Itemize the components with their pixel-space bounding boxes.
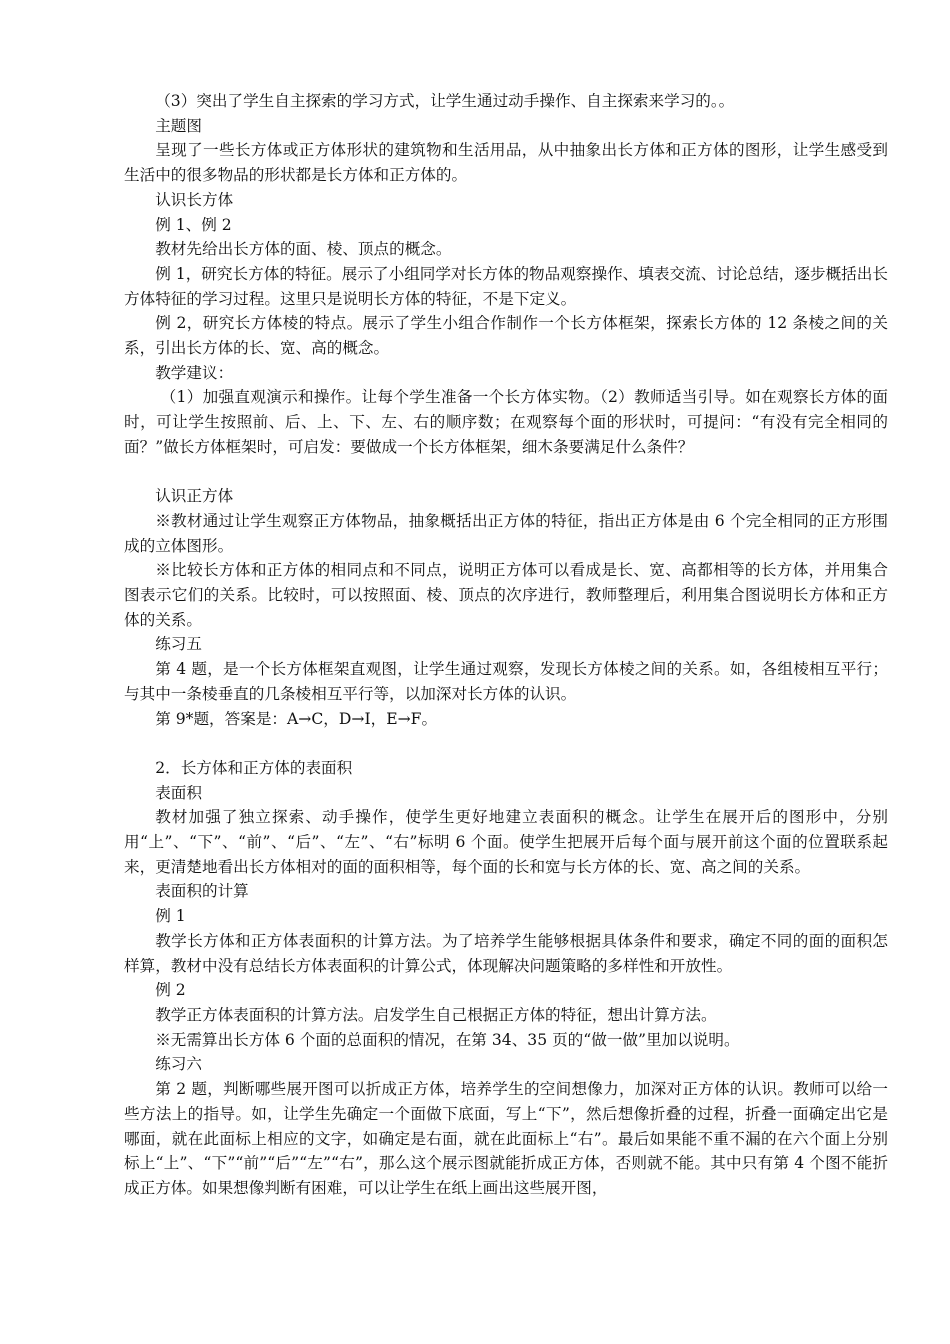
- subsection-heading: 例 1、例 2: [155, 215, 232, 234]
- paragraph: 例 2，研究长方体棱的特点。展示了学生小组合作制作一个长方体框架，探索长方体的 12 条棱之间的关系，引出长方体的长、宽、高的概念。: [124, 314, 888, 358]
- paragraph: ※教材通过让学生观察正方体物品，抽象概括出正方体的特征，指出正方体是由 6 个完全相同的正方形围成的立体图形。: [124, 511, 888, 555]
- blank-line: [124, 460, 888, 485]
- paragraph: 教学长方体和正方体表面积的计算方法。为了培养学生能够根据具体条件和要求，确定不同的面的面积怎样算，教材中没有总结长方体表面积的计算公式，体现解决问题策略的多样性和开放性。: [124, 931, 888, 975]
- chapter-heading: 2．长方体和正方体的表面积: [155, 758, 353, 777]
- paragraph: 第 9*题，答案是：A→C，D→I，E→F。: [155, 709, 438, 728]
- paragraph: （3）突出了学生自主探索的学习方式，让学生通过动手操作、自主探索来学习的。。: [155, 92, 735, 110]
- document-body: [124, 89, 888, 1201]
- paragraph: ※无需算出长方体 6 个面的总面积的情况，在第 34、35 页的“做一做”里加以说明。: [155, 1030, 740, 1049]
- section-heading: 表面积的计算: [155, 882, 249, 901]
- section-heading: 认识正方体: [155, 487, 234, 506]
- paragraph: 教材先给出长方体的面、棱、顶点的概念。: [155, 240, 452, 259]
- section-heading: 练习五: [155, 635, 202, 654]
- section-heading: 表面积: [155, 783, 202, 802]
- paragraph: 呈现了一些长方体或正方体形状的建筑物和生活用品，从中抽象出长方体和正方体的图形，让学生感受到生活中的很多物品的形状都是长方体和正方体的。: [124, 141, 888, 185]
- subsection-heading: 例 1: [155, 907, 186, 926]
- subsection-heading: 例 2: [155, 981, 186, 1000]
- paragraph: 第 4 题，是一个长方体框架直观图，让学生通过观察，发现长方体棱之间的关系。如，各组棱相互平行；与其中一条棱垂直的几条棱相互平行等，以加深对长方体的认识。: [124, 660, 888, 703]
- section-heading: 主题图: [155, 116, 202, 135]
- subsection-heading: 教学建议：: [155, 363, 234, 382]
- paragraph: 例 1，研究长方体的特征。展示了小组同学对长方体的物品观察操作、填表交流、讨论总结，逐步概括出长方体特征的学习过程。这里只是说明长方体的特征，不是下定义。: [124, 264, 888, 308]
- paragraph: （1）加强直观演示和操作。让每个学生准备一个长方体实物。（2）教师适当引导。如在观察长方体的面时，可让学生按照前、后、上、下、左、右的顺序数；在观察每个面的形状时，可提问：“有没有完全相同的面？”做长方体框架时，可启发：要做成一个长方体框架，细木条要满足什么条件？: [124, 388, 888, 456]
- paragraph: 第 2 题，判断哪些展开图可以折成正方体，培养学生的空间想像力，加深对正方体的认识。教师可以给一些方法上的指导。如，让学生先确定一个面做下底面，写上“下”，然后想像折叠的过程，折叠一面确定出它是哪面，就在此面标上相应的文字，如确定是右面，就在此面标上“右”。最后如果能不重不漏的在六个面上分别标上“上”、“下”“前”“后”“左”“右”，那么这个展示图就能折成正方体，否则就不能。其中只有第 4 个图不能折成正方体。如果想像判断有困难，可以让学生在纸上画出这些展开图，: [124, 1080, 888, 1197]
- paragraph: ※比较长方体和正方体的相同点和不同点，说明正方体可以看成是长、宽、高都相等的长方体，并用集合图表示它们的关系。比较时，可以按照面、棱、顶点的次序进行，教师整理后，利用集合图说明长方体和正方体的关系。: [124, 561, 888, 629]
- blank-line: [124, 731, 888, 756]
- section-heading: 认识长方体: [155, 190, 234, 209]
- paragraph: 教学正方体表面积的计算方法。启发学生自己根据正方体的特征，想出计算方法。: [155, 1005, 717, 1024]
- section-heading: 练习六: [155, 1055, 202, 1074]
- paragraph: 教材加强了独立探索、动手操作，使学生更好地建立表面积的概念。让学生在展开后的图形中，分别用“上”、“下”、“前”、“后”、“左”、“右”标明 6 个面。使学生把展开后每个面与展开前这个面的位置联系起来，更清楚地看出长方体相对的面的面积相等，每个面的长和宽与长方体的长、宽、高之间的关系。: [124, 808, 888, 876]
